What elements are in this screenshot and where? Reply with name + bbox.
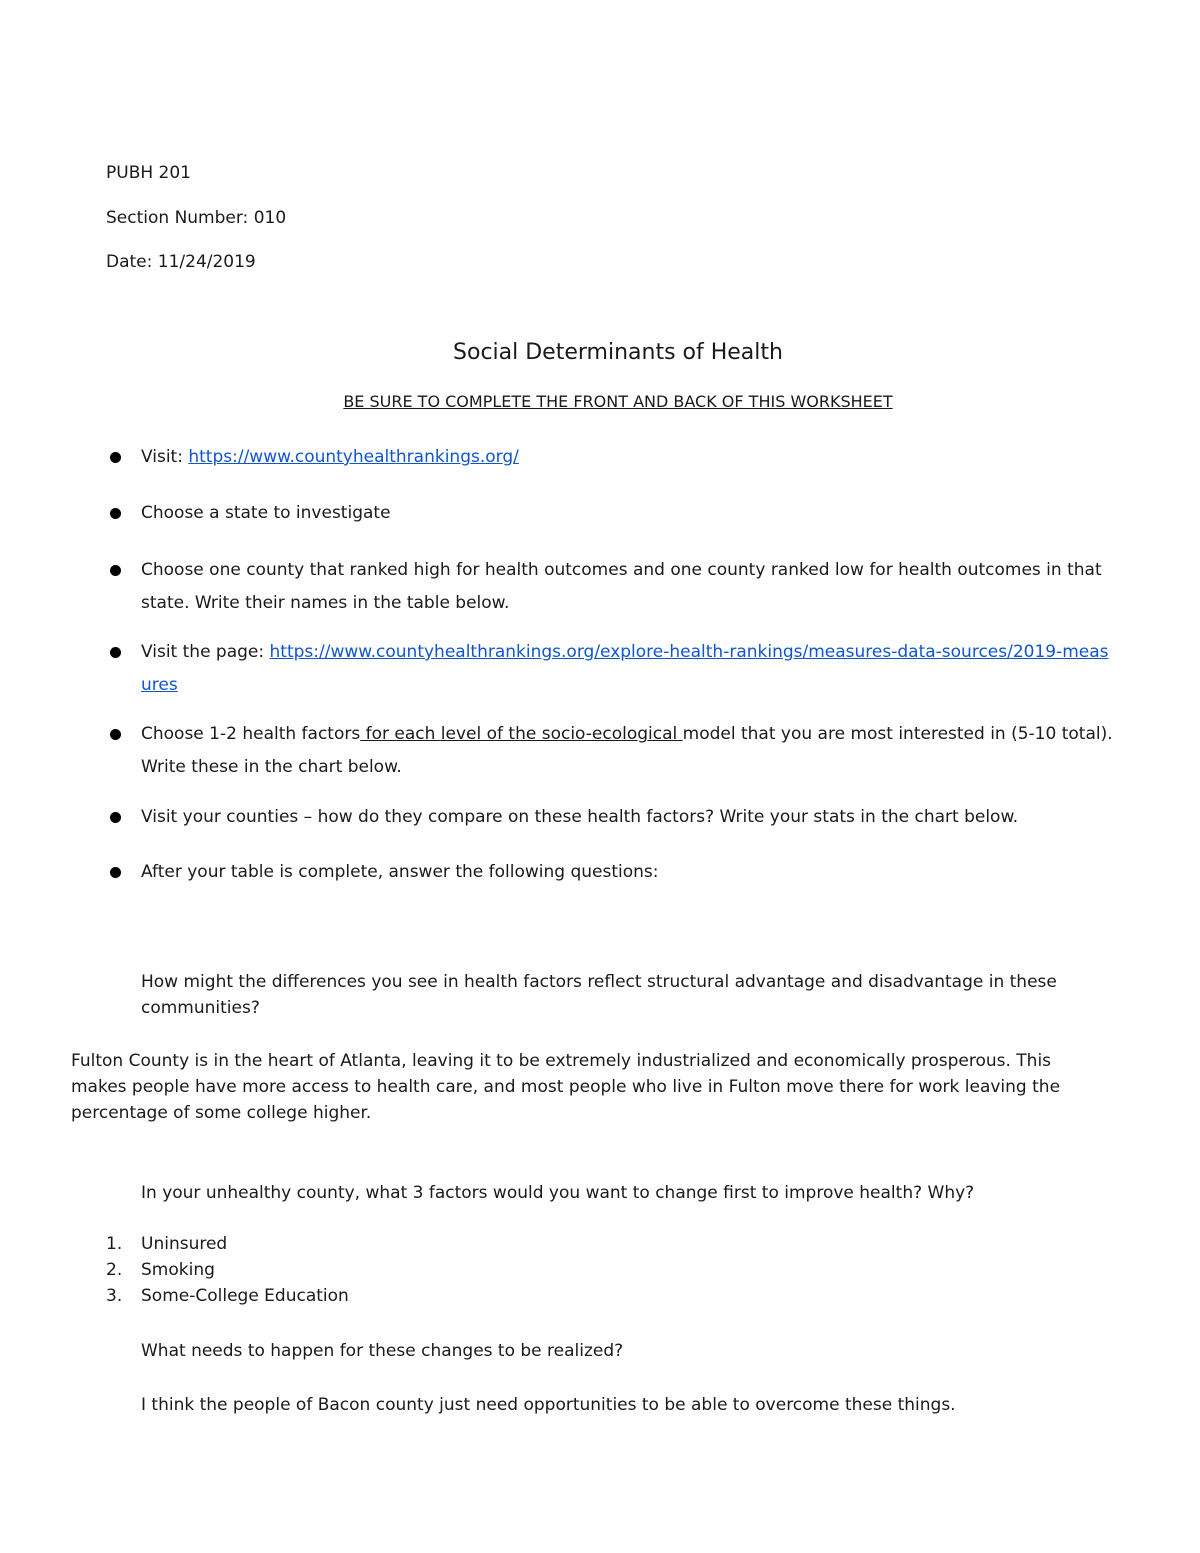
health-factors-text-rest: model that you are most interested in (5-10 total). Write these in the chart below. xyxy=(141,724,1113,777)
list-item-number: 1. xyxy=(106,1234,123,1254)
answer-changes-realized: I think the people of Bacon county just need opportunities to be able to overcome these things. xyxy=(141,1395,956,1415)
bullet-visit-prefix: Visit: xyxy=(141,447,189,467)
bullet-dot xyxy=(110,508,121,519)
bullet-dot xyxy=(110,812,121,823)
socio-ecological-underlined-text: for each level of the socio-ecological xyxy=(360,724,683,744)
list-item-education: Some-College Education xyxy=(141,1286,349,1306)
bullet-choose-state: Choose a state to investigate xyxy=(141,503,391,523)
question-three-factors: In your unhealthy county, what 3 factors would you want to change first to improve health? Why? xyxy=(141,1183,975,1203)
list-item-smoking: Smoking xyxy=(141,1260,215,1280)
health-factors-text: Choose 1-2 health factors xyxy=(141,724,361,744)
instruction-banner: BE SURE TO COMPLETE THE FRONT AND BACK OF THIS WORKSHEET xyxy=(343,392,893,411)
bullet-dot xyxy=(110,565,121,576)
bullet-choose-health-factors xyxy=(141,718,1126,784)
date-label: Date: 11/24/2019 xyxy=(106,252,256,272)
question-changes-realized: What needs to happen for these changes to be realized? xyxy=(141,1341,624,1361)
bullet-compare-counties: Visit your counties – how do they compare on these health factors? Write your stats in the chart below. xyxy=(141,807,1019,827)
bullet-choose-counties: Choose one county that ranked high for health outcomes and one county ranked low for health outcomes in that state. Write their names in the table below. xyxy=(141,560,1102,613)
bullet-dot xyxy=(110,452,121,463)
section-number: Section Number: 010 xyxy=(106,208,287,228)
page-title: Social Determinants of Health xyxy=(453,340,783,365)
list-item-number: 3. xyxy=(106,1286,123,1306)
bullet-dot xyxy=(110,867,121,878)
list-item-number: 2. xyxy=(106,1260,123,1280)
bullet-answer-questions: After your table is complete, answer the following questions: xyxy=(141,862,659,882)
course-label: PUBH 201 xyxy=(106,163,191,183)
county-rankings-link[interactable]: https://www.countyhealthrankings.org/ xyxy=(188,447,519,467)
bullet-dot xyxy=(110,729,121,740)
list-item-uninsured: Uninsured xyxy=(141,1234,228,1254)
question-structural-advantage: How might the differences you see in health factors reflect structural advantage and disadvantage in these communities? xyxy=(141,972,1057,1018)
answer-structural-advantage: Fulton County is in the heart of Atlanta, leaving it to be extremely industrialized and economically prosperous. This makes people have more access to health care, and most people who live in Fulton move there for work leaving the percentage of some college higher. xyxy=(71,1051,1061,1123)
bullet-visit-page-prefix: Visit the page: xyxy=(141,642,270,662)
bullet-dot xyxy=(110,647,121,658)
measures-data-sources-link[interactable]: https://www.countyhealthrankings.org/explore-health-rankings/measures-data-sources/2019-measures xyxy=(141,642,1109,695)
bullet-visit-measures-page xyxy=(141,636,1116,702)
bullet-visit-site xyxy=(141,441,1126,474)
